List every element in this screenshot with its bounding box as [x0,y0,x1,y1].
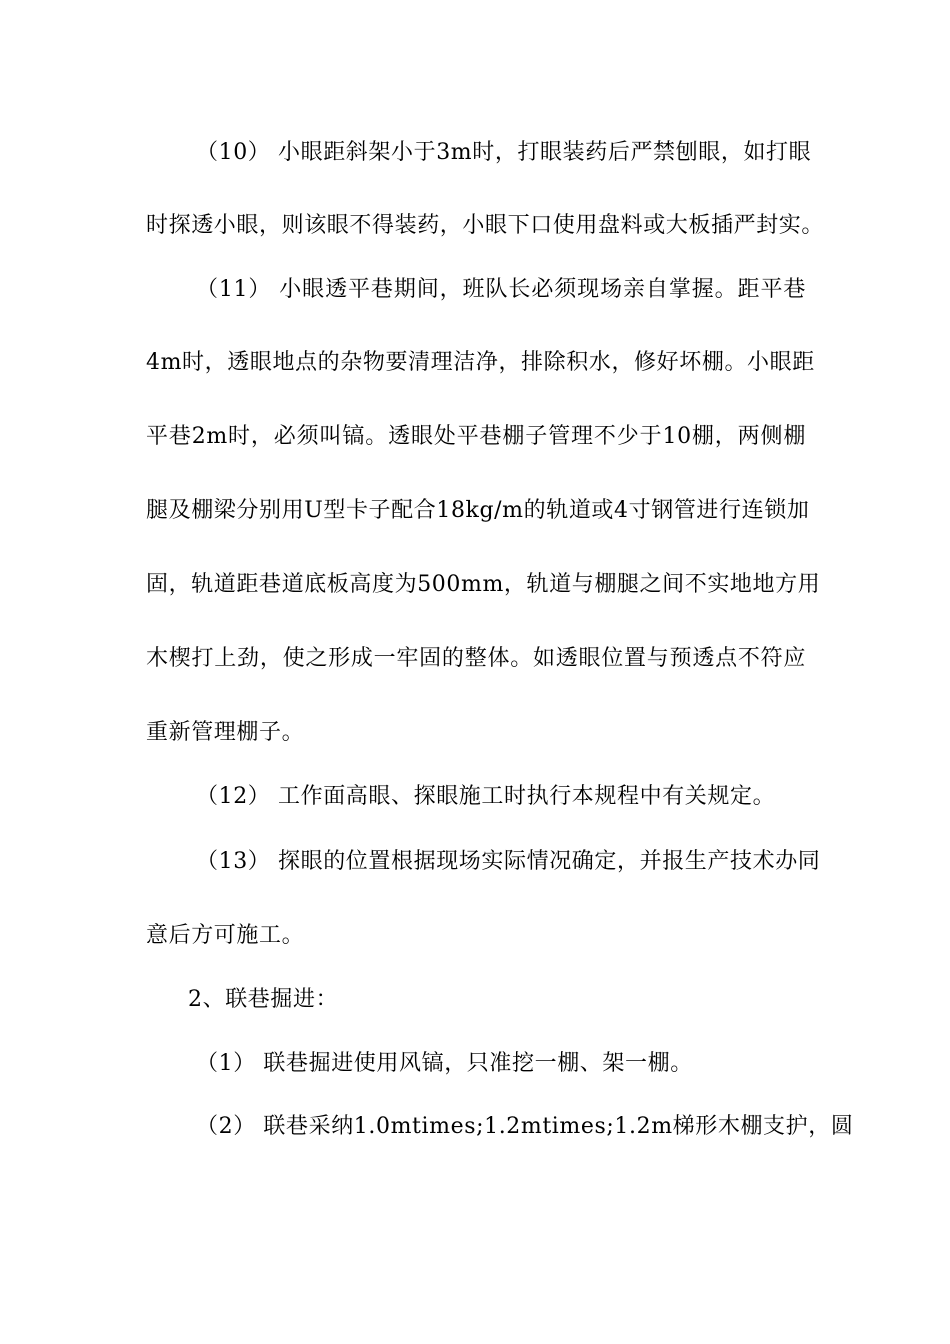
paragraph-11-line-1: （11） 小眼透平巷期间，班队长必须现场亲自掌握。距平巷 [196,277,806,302]
paragraph-11-line-6: 木楔打上劲，使之形成一牢固的整体。如透眼位置与预透点不符应 [146,646,806,671]
paragraph-13-line-2: 意后方可施工。 [146,923,305,948]
paragraph-11-line-4: 腿及棚梁分别用U型卡子配合18kg/m的轨道或4寸钢管进行连锁加 [146,498,810,523]
paragraph-2-line-1: （2） 联巷采纳1.0mtimes;1.2mtimes;1.2m梯形木棚支护，圆 [196,1114,854,1139]
section-heading-2: 2、联巷掘进： [188,987,339,1012]
paragraph-10-line-2: 时探透小眼，则该眼不得装药，小眼下口使用盘料或大板插严封实。 [146,213,825,238]
paragraph-11-line-2: 4m时，透眼地点的杂物要清理洁净，排除积水，修好坏棚。小眼距 [146,350,815,375]
paragraph-11-line-5: 固，轨道距巷道底板高度为500mm，轨道与棚腿之间不实地地方用 [146,572,821,597]
paragraph-12-line-1: （12） 工作面高眼、探眼施工时执行本规程中有关规定。 [196,784,776,809]
paragraph-11-line-7: 重新管理棚子。 [146,720,305,745]
paragraph-10-line-1: （10） 小眼距斜架小于3m时，打眼装药后严禁刨眼，如打眼 [196,140,812,165]
paragraph-13-line-1: （13） 探眼的位置根据现场实际情况确定，并报生产技术办同 [196,849,821,874]
paragraph-11-line-3: 平巷2m时，必须叫镐。透眼处平巷棚子管理不少于10棚，两侧棚 [146,424,806,449]
paragraph-1-line-1: （1） 联巷掘进使用风镐，只准挖一棚、架一棚。 [196,1051,693,1076]
